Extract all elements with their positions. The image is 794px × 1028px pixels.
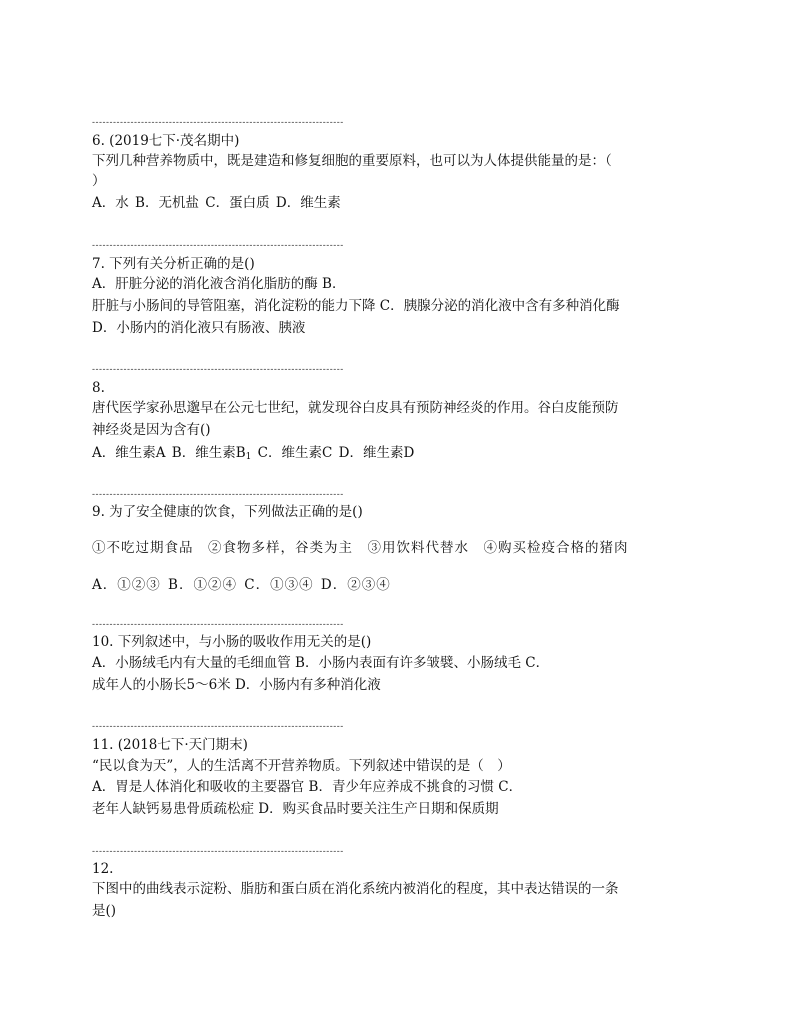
question-6-header: 6. (2019七下·茂名期中) xyxy=(92,133,240,149)
question-10-line-1: A．小肠绒毛内有大量的毛细血管 B．小肠内表面有许多皱襞、小肠绒毛 C． xyxy=(92,655,550,671)
separator: ------------------------------------------------------------------------ xyxy=(92,619,344,629)
question-6-stem-cont: ） xyxy=(92,173,106,189)
question-6-stem: 下列几种营养物质中，既是建造和修复细胞的重要原料，也可以为人体提供能量的是：（ xyxy=(92,153,612,169)
question-6-options: A．水 B．无机盐 C．蛋白质 D．维生素 xyxy=(92,195,341,211)
separator: ------------------------------------------------------------------------ xyxy=(92,364,344,374)
question-10-stem: 10. 下列叙述中，与小肠的吸收作用无关的是() xyxy=(92,634,372,650)
separator: ------------------------------------------------------------------------ xyxy=(92,721,344,731)
question-7-stem: 7. 下列有关分析正确的是() xyxy=(92,256,255,272)
question-7-line-3: D．小肠内的消化液只有肠液、胰液 xyxy=(92,320,306,336)
separator: ------------------------------------------------------------------------ xyxy=(92,117,344,127)
question-8-options-a: A．维生素A B．维生素B xyxy=(92,445,246,461)
question-11-stem: “民以食为天”，人的生活离不开营养物质。下列叙述中错误的是（ ） xyxy=(92,758,511,774)
question-8-options xyxy=(92,443,712,463)
question-8-options-b: C．维生素C D．维生素D xyxy=(251,445,415,461)
separator: ------------------------------------------------------------------------ xyxy=(92,489,344,499)
question-9-items: ①不吃过期食品 ②食物多样，谷类为主 ③用饮料代替水 ④购买检疫合格的猪肉 xyxy=(92,540,629,556)
question-9-options: A．①②③ B．①②④ C．①③④ D．②③④ xyxy=(92,577,391,593)
question-11-header: 11. (2018七下·天门期末) xyxy=(92,737,248,753)
question-8-number: 8. xyxy=(92,380,105,396)
question-8-stem: 唐代医学家孙思邈早在公元七世纪，就发现谷白皮具有预防神经炎的作用。谷白皮能预防 xyxy=(92,400,619,416)
question-9-stem: 9. 为了安全健康的饮食，下列做法正确的是() xyxy=(92,504,363,520)
separator: ------------------------------------------------------------------------ xyxy=(92,846,344,856)
question-7-line-2: 肝脏与小肠间的导管阻塞，消化淀粉的能力下降 C．胰腺分泌的消化液中含有多种消化酶 xyxy=(92,298,620,314)
question-10-line-2: 成年人的小肠长5～6米 D．小肠内有多种消化液 xyxy=(92,677,381,693)
question-11-line-2: 老年人缺钙易患骨质疏松症 D．购买食品时要关注生产日期和保质期 xyxy=(92,801,499,817)
question-12-stem: 下图中的曲线表示淀粉、脂肪和蛋白质在消化系统内被消化的程度，其中表达错误的一条 xyxy=(92,881,619,897)
question-8-stem-cont: 神经炎是因为含有() xyxy=(92,422,211,438)
question-8-options-subscript: 1 xyxy=(245,452,252,462)
question-12-number: 12. xyxy=(92,861,114,877)
question-12-stem-cont: 是() xyxy=(92,903,117,919)
separator: ------------------------------------------------------------------------ xyxy=(92,240,344,250)
question-11-line-1: A．胃是人体消化和吸收的主要器官 B．青少年应养成不挑食的习惯 C． xyxy=(92,779,523,795)
question-7-line-1: A．肝脏分泌的消化液含消化脂肪的酶 B． xyxy=(92,276,346,292)
